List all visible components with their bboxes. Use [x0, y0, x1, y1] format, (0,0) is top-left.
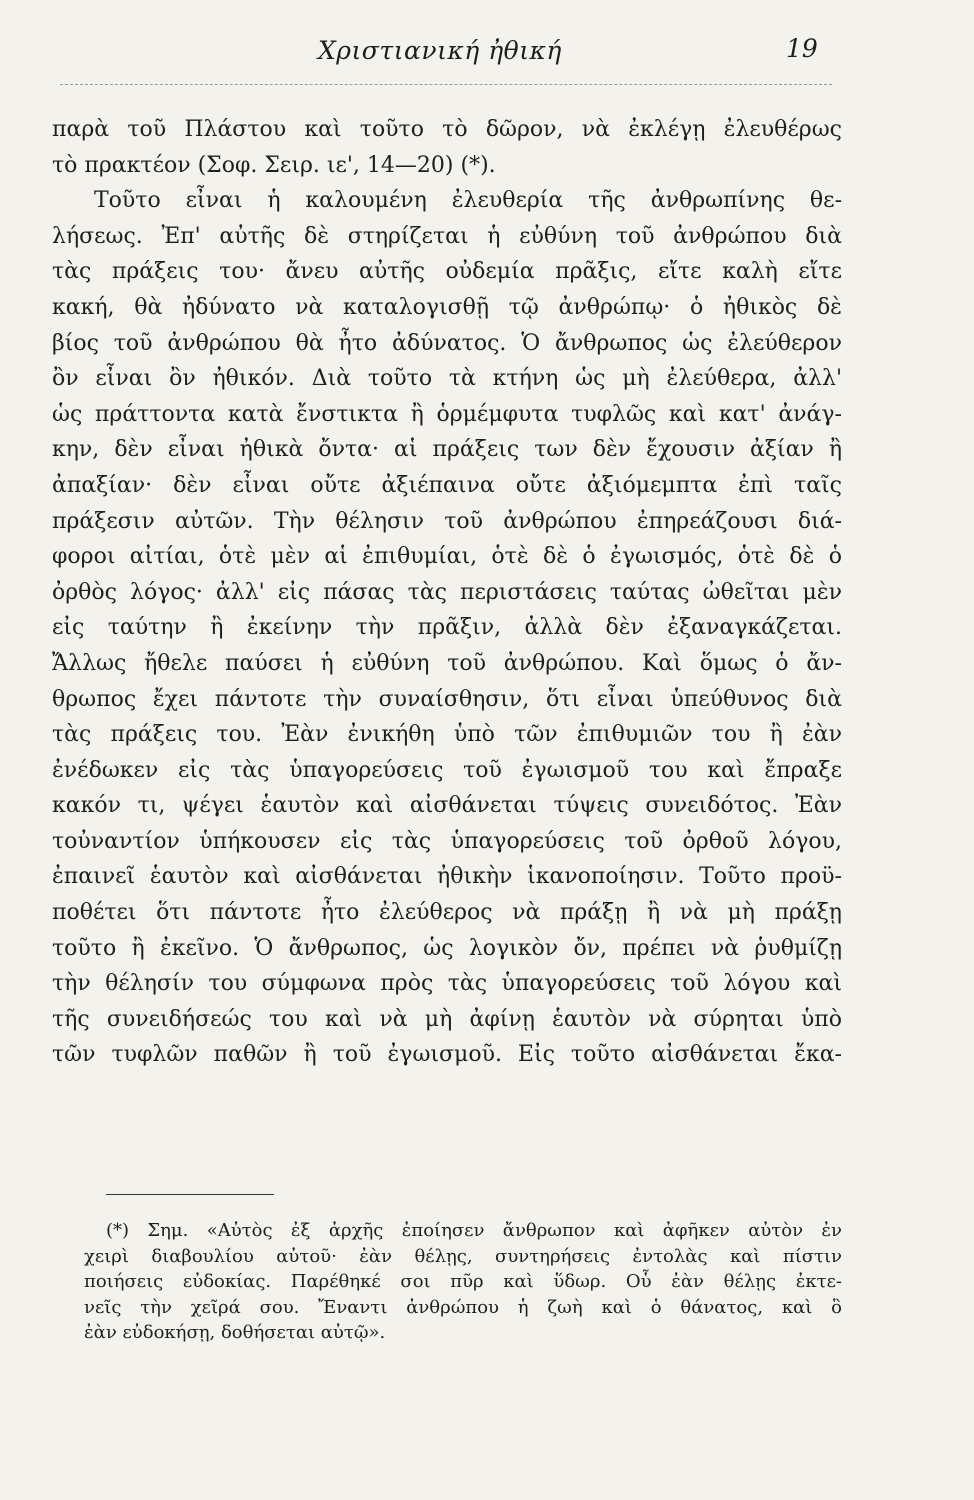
footnote [84, 1218, 842, 1346]
text-line: κακή, θὰ ἠδύνατο νὰ καταλογισθῇ τῷ ἀνθρώπῳ· ὁ ἠθικὸς δὲ [52, 294, 842, 320]
text-line: τὰς πράξεις του. Ἐὰν ἐνικήθη ὑπὸ τῶν ἐπιθυμιῶν του ἢ ἐὰν [52, 722, 842, 748]
footnote-line: (*) Σημ. «Αὐτὸς ἐξ ἀρχῆς ἐποίησεν ἄνθρωπον καὶ ἀφῆκεν αὐτὸν ἐν [106, 1220, 842, 1241]
text-line: τὴν θέλησίν του σύμφωνα πρὸς τὰς ὑπαγορεύσεις τοῦ λόγου καὶ [52, 971, 842, 997]
text-line: τὰς πράξεις του· ἄνευ αὐτῆς οὐδεμία πρᾶξις, εἴτε καλὴ εἴτε [52, 259, 842, 285]
text-line: πράξεσιν αὐτῶν. Τὴν θέλησιν τοῦ ἀνθρώπου ἐπηρεάζουσι διά- [52, 508, 842, 534]
text-line: ἐπαινεῖ ἑαυτὸν καὶ αἰσθάνεται ἠθικὴν ἱκανοποίησιν. Τοῦτο προϋ- [52, 864, 842, 890]
text-line: θρωπος ἔχει πάντοτε τὴν συναίσθησιν, ὅτι εἶναι ὑπεύθυνος διὰ [52, 686, 842, 712]
text-line: Τοῦτο εἶναι ἡ καλουμένη ἐλευθερία τῆς ἀνθρωπίνης θε- [94, 188, 842, 214]
text-line: τῶν τυφλῶν παθῶν ἢ τοῦ ἐγωισμοῦ. Εἰς τοῦτο αἰσθάνεται ἔκα- [52, 1042, 842, 1068]
footnote-line: νεῖς τὴν χεῖρά σου. Ἔναντι ἀνθρώπου ἡ ζωὴ καὶ ὁ θάνατος, καὶ ὃ [84, 1296, 842, 1318]
text-line: κακόν τι, ψέγει ἑαυτὸν καὶ αἰσθάνεται τύψεις συνειδότος. Ἐὰν [52, 793, 842, 819]
text-line: ὂν εἶναι ὂν ἠθικόν. Διὰ τοῦτο τὰ κτήνη ὡς μὴ ἐλεύθερα, ἀλλ' [52, 366, 842, 392]
text-line: λήσεως. Ἐπ' αὐτῆς δὲ στηρίζεται ἡ εὐθύνη τοῦ ἀνθρώπου διὰ [52, 223, 842, 249]
text-line: ἐνέδωκεν εἰς τὰς ὑπαγορεύσεις τοῦ ἐγωισμοῦ του καὶ ἔπραξε [52, 757, 842, 783]
text-line: ἀπαξίαν· δὲν εἶναι οὔτε ἀξιέπαινα οὔτε ἀξιόμεμπτα ἐπὶ ταῖς [52, 472, 842, 498]
text-line: ποθέτει ὅτι πάντοτε ἦτο ἐλεύθερος νὰ πράξῃ ἢ νὰ μὴ πράξῃ [52, 900, 842, 926]
footnote-line: χειρὶ διαβουλίου αὐτοῦ· ἐὰν θέλῃς, συντηρήσεις ἐντολὰς καὶ πίστιν [84, 1245, 842, 1267]
text-line: ὡς πράττοντα κατὰ ἔνστικτα ἢ ὁρμέμφυτα τυφλῶς καὶ κατ' ἀνάγ- [52, 401, 842, 427]
text-line: τῆς συνειδήσεώς του καὶ νὰ μὴ ἀφίνῃ ἑαυτὸν νὰ σύρηται ὑπὸ [52, 1006, 842, 1032]
header-rule [60, 84, 832, 85]
footnote-line: ἐὰν εὐδοκήσῃ, δοθήσεται αὐτῷ». [84, 1322, 386, 1343]
text-line: ὀρθὸς λόγος· ἀλλ' εἰς πάσας τὰς περιστάσεις ταύτας ὠθεῖται μὲν [52, 579, 842, 605]
text-line: παρὰ τοῦ Πλάστου καὶ τοῦτο τὸ δῶρον, νὰ ἐκλέγῃ ἐλευθέρως [52, 117, 842, 142]
body-text [52, 112, 842, 1073]
text-line: φοροι αἰτίαι, ὁτὲ μὲν αἱ ἐπιθυμίαι, ὁτὲ δὲ ὁ ἐγωισμός, ὁτὲ δὲ ὁ [52, 544, 842, 570]
text-line: τὸ πρακτέον (Σοφ. Σειρ. ιε', 14—20) (*). [52, 152, 496, 178]
text-line: εἰς ταύτην ἢ ἐκείνην τὴν πρᾶξιν, ἀλλὰ δὲν ἐξαναγκάζεται. [52, 615, 842, 641]
text-line: τοὐναντίον ὑπήκουσεν εἰς τὰς ὑπαγορεύσεις τοῦ ὀρθοῦ λόγου, [52, 828, 842, 854]
footnote-line: ποιήσεις εὐδοκίας. Παρέθηκέ σοι πῦρ καὶ ὕδωρ. Οὗ ἐὰν θέλῃς ἐκτε- [84, 1271, 842, 1292]
text-line: βίος τοῦ ἀνθρώπου θὰ ἦτο ἀδύνατος. Ὁ ἄνθρωπος ὡς ἐλεύθερον [52, 330, 842, 356]
text-line: τοῦτο ἢ ἐκεῖνο. Ὁ ἄνθρωπος, ὡς λογικὸν ὄν, πρέπει νὰ ῥυθμίζῃ [52, 935, 842, 961]
running-title: Χριστιανική ἠθική [318, 36, 562, 65]
text-line: κην, δὲν εἶναι ἠθικὰ ὄντα· αἱ πράξεις των δὲν ἔχουσιν ἀξίαν ἢ [52, 437, 842, 463]
page-number: 19 [786, 34, 818, 63]
footnote-rule [106, 1194, 274, 1195]
text-line: Ἄλλως ἤθελε παύσει ἡ εὐθύνη τοῦ ἀνθρώπου. Καὶ ὅμως ὁ ἄν- [52, 650, 842, 676]
